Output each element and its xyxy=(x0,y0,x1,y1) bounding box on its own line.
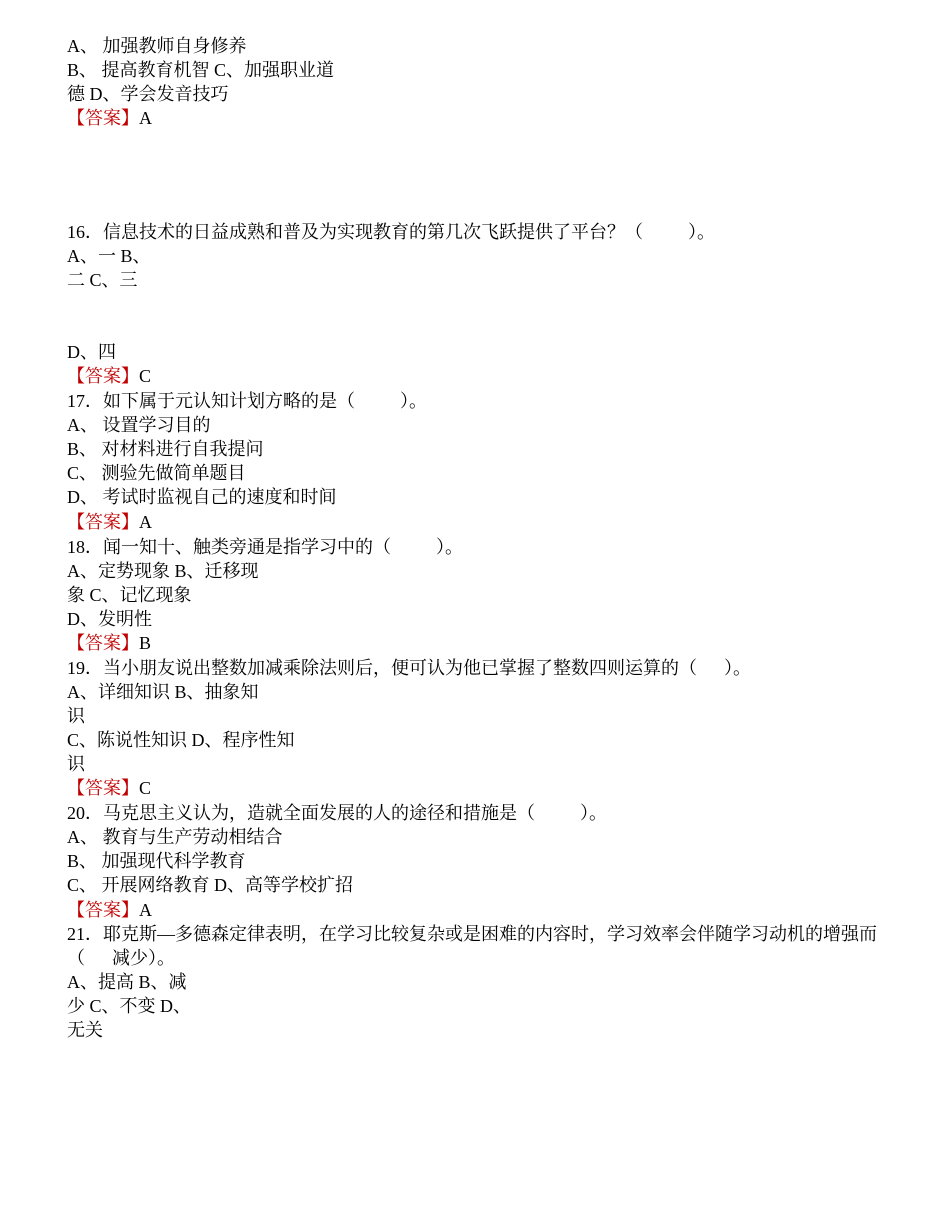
answer-value: C xyxy=(139,366,152,386)
option-line: 象 C、记忆现象 xyxy=(67,585,192,605)
question-21: 21．耶克斯—多德森定律表明，在学习比较复杂或是困难的内容时，学习效率会伴随学习动机的增强而 xyxy=(67,924,877,944)
answer-value: C xyxy=(139,778,152,798)
answer-label: 【答案】 xyxy=(67,512,139,532)
option-line: A、定势现象 B、迁移现 xyxy=(67,561,259,581)
answer-value: A xyxy=(139,108,152,128)
answer-label: 【答案】 xyxy=(67,366,139,386)
option-line: 识 xyxy=(67,754,85,774)
option-line: A、 教育与生产劳动相结合 xyxy=(67,827,283,847)
option-line: A、提高 B、减 xyxy=(67,972,187,992)
answer-value: A xyxy=(139,512,152,532)
question-16: 16．信息技术的日益成熟和普及为实现教育的第几次飞跃提供了平台？（ ）。 xyxy=(67,222,715,242)
question-21-cont: （ 减少）。 xyxy=(67,948,175,968)
option-line: D、 考试时监视自己的速度和时间 xyxy=(67,487,337,507)
option-line: C、 开展网络教育 D、高等学校扩招 xyxy=(67,875,354,895)
question-17: 17．如下属于元认知计划方略的是（ ）。 xyxy=(67,391,427,411)
answer-line xyxy=(67,898,152,922)
question-20: 20．马克思主义认为，造就全面发展的人的途径和措施是（ ）。 xyxy=(67,803,607,823)
question-19: 19．当小朋友说出整数加减乘除法则后，便可认为他已掌握了整数四则运算的（ ）。 xyxy=(67,658,751,678)
option-line: C、 测验先做简单题目 xyxy=(67,463,246,483)
answer-line xyxy=(67,776,151,800)
answer-line xyxy=(67,364,151,388)
option-line: B、 加强现代科学教育 xyxy=(67,851,246,871)
option-line: A、详细知识 B、抽象知 xyxy=(67,682,259,702)
option-line: B、 提高教育机智 C、加强职业道 xyxy=(67,60,335,80)
answer-line xyxy=(67,106,152,130)
option-line: A、 设置学习目的 xyxy=(67,415,211,435)
option-line: A、一 B、 xyxy=(67,246,151,266)
option-line: 少 C、不变 D、 xyxy=(67,996,192,1016)
answer-value: A xyxy=(139,900,152,920)
option-line: 二 C、三 xyxy=(67,270,138,290)
option-line: B、 对材料进行自我提问 xyxy=(67,439,264,459)
answer-line xyxy=(67,510,152,534)
answer-label: 【答案】 xyxy=(67,778,139,798)
option-line: 识 xyxy=(67,706,85,726)
answer-label: 【答案】 xyxy=(67,633,139,653)
option-line: 德 D、学会发音技巧 xyxy=(67,84,229,104)
option-line: A、 加强教师自身修养 xyxy=(67,36,247,56)
option-line: 无关 xyxy=(67,1020,103,1040)
option-line: D、发明性 xyxy=(67,609,152,629)
answer-line xyxy=(67,631,151,655)
answer-label: 【答案】 xyxy=(67,108,139,128)
option-line: D、四 xyxy=(67,342,116,362)
question-18: 18．闻一知十、触类旁通是指学习中的（ ）。 xyxy=(67,537,463,557)
answer-value: B xyxy=(139,633,152,653)
answer-label: 【答案】 xyxy=(67,900,139,920)
option-line: C、陈说性知识 D、程序性知 xyxy=(67,730,295,750)
